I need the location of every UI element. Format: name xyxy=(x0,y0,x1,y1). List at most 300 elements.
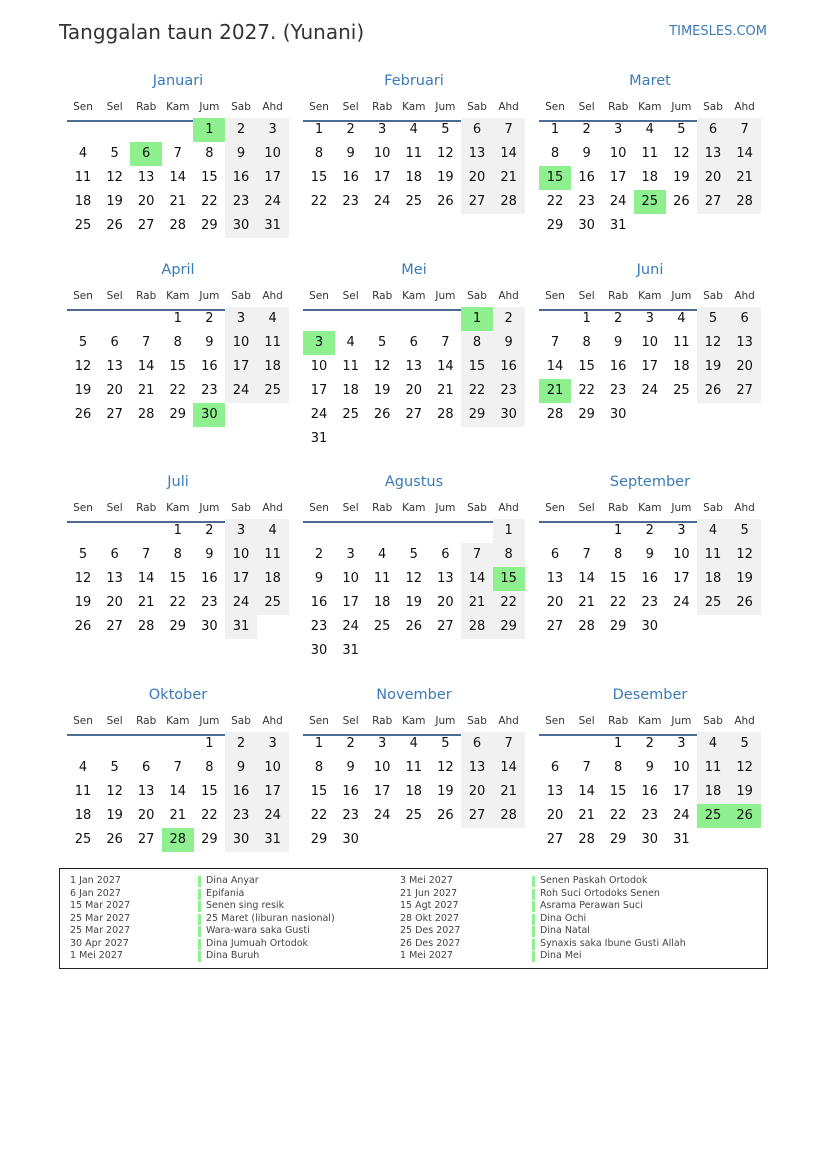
legend-date: 25 Des 2027 xyxy=(400,925,461,936)
day-cell: 24 xyxy=(609,194,627,209)
holiday-day-cell: 1 xyxy=(461,307,493,331)
day-cell: 28 xyxy=(137,407,155,422)
day-cell: 22 xyxy=(493,591,525,615)
day-cell: 23 xyxy=(342,194,359,209)
weekday-header: Sen xyxy=(309,101,329,113)
legend-holiday-name: Wara-wara saka Gusti xyxy=(206,925,310,936)
day-cell: 9 xyxy=(225,756,257,780)
day-cell: 28 xyxy=(137,619,155,634)
weekday-header: Sen xyxy=(73,290,93,302)
legend-holiday-name: Dina Anyar xyxy=(206,875,259,886)
day-cell: 10 xyxy=(373,760,391,775)
day-cell: 12 xyxy=(74,359,92,374)
day-cell: 15 xyxy=(461,355,493,379)
weekday-header: Rab xyxy=(372,715,393,727)
day-cell: 9 xyxy=(205,547,214,562)
weekday-header: Rab xyxy=(372,101,393,113)
day-cell: 7 xyxy=(142,547,151,562)
day-cell: 29 xyxy=(310,832,328,847)
weekday-header: Jum xyxy=(671,502,692,514)
day-cell: 3 xyxy=(378,122,387,137)
day-cell: 26 xyxy=(74,619,92,634)
legend-holiday-name: Dina Ochi xyxy=(540,912,587,924)
legend-marker xyxy=(532,926,535,937)
day-cell: 9 xyxy=(582,146,591,161)
day-cell: 25 xyxy=(342,407,359,422)
day-cell: 11 xyxy=(405,760,423,775)
day-cell: 29 xyxy=(169,407,187,422)
day-cell: 16 xyxy=(493,355,525,379)
day-cell: 13 xyxy=(106,571,123,586)
month-title: November xyxy=(376,687,452,703)
weekday-header: Sel xyxy=(342,502,359,514)
day-cell: 17 xyxy=(373,784,391,799)
month-title: Agustus xyxy=(384,474,444,490)
day-cell: 22 xyxy=(546,194,564,209)
month-title: Oktober xyxy=(148,687,208,703)
day-cell: 10 xyxy=(673,547,690,562)
holiday-day-cell: 6 xyxy=(130,142,162,166)
day-cell: 17 xyxy=(225,567,257,591)
day-cell: 24 xyxy=(225,379,257,403)
day-cell: 14 xyxy=(729,142,761,166)
day-cell: 19 xyxy=(74,383,92,398)
day-cell: 4 xyxy=(409,122,418,137)
legend-date: 1 Mei 2027 xyxy=(70,950,123,961)
weekday-header: Rab xyxy=(608,101,629,113)
legend-date: 25 Mar 2027 xyxy=(70,912,131,924)
day-cell: 17 xyxy=(609,170,627,185)
day-cell: 11 xyxy=(673,335,690,350)
day-cell: 5 xyxy=(78,547,88,562)
weekday-header: Ahd xyxy=(262,290,283,302)
day-cell: 11 xyxy=(697,543,729,567)
day-cell: 22 xyxy=(609,808,627,823)
day-cell: 21 xyxy=(137,595,155,610)
day-cell: 26 xyxy=(697,379,729,403)
day-cell: 6 xyxy=(729,307,761,331)
day-cell: 12 xyxy=(437,146,454,161)
weekday-header: Kam xyxy=(402,502,426,514)
weekday-header: Sab xyxy=(231,502,251,514)
day-cell: 10 xyxy=(609,146,627,161)
day-cell: 10 xyxy=(342,571,359,586)
day-cell: 26 xyxy=(437,194,454,209)
day-cell: 8 xyxy=(205,760,214,775)
day-cell: 16 xyxy=(201,359,218,374)
weekday-header: Sen xyxy=(73,101,93,113)
day-cell: 3 xyxy=(614,122,623,137)
month-title: Juli xyxy=(167,474,189,490)
weekday-header: Jum xyxy=(199,502,220,514)
day-cell: 18 xyxy=(373,595,391,610)
day-cell: 13 xyxy=(437,571,454,586)
day-cell: 25 xyxy=(697,591,729,615)
day-cell: 22 xyxy=(169,595,187,610)
day-cell: 8 xyxy=(314,760,324,775)
legend-holiday-name: Roh Suci Ortodoks Senen xyxy=(540,887,660,899)
weekday-header: Sel xyxy=(578,715,595,727)
day-cell: 5 xyxy=(677,122,686,137)
day-cell: 6 xyxy=(697,118,729,142)
day-cell: 26 xyxy=(106,832,123,847)
day-cell: 17 xyxy=(225,355,257,379)
day-cell: 3 xyxy=(378,736,387,751)
day-cell: 19 xyxy=(106,808,123,823)
day-cell: 31 xyxy=(609,218,627,233)
day-cell: 29 xyxy=(201,218,218,233)
weekday-header: Sel xyxy=(578,290,595,302)
day-cell: 27 xyxy=(106,619,123,634)
day-cell: 24 xyxy=(673,595,690,610)
day-cell: 29 xyxy=(578,407,595,422)
weekday-header: Sen xyxy=(545,502,565,514)
day-cell: 26 xyxy=(106,218,123,233)
weekday-header: Kam xyxy=(402,290,426,302)
weekday-header: Ahd xyxy=(498,715,519,727)
day-cell: 11 xyxy=(257,543,289,567)
day-cell: 20 xyxy=(697,166,729,190)
weekday-header: Sab xyxy=(467,290,487,302)
page-title: Tanggalan taun 2027. (Yunani) xyxy=(59,20,365,44)
day-cell: 19 xyxy=(437,784,454,799)
day-cell: 7 xyxy=(582,547,591,562)
day-cell: 19 xyxy=(74,595,92,610)
weekday-header: Ahd xyxy=(734,290,755,302)
day-cell: 10 xyxy=(257,142,289,166)
day-cell: 6 xyxy=(142,760,151,775)
day-cell: 24 xyxy=(373,194,391,209)
day-cell: 18 xyxy=(74,194,92,209)
legend-holiday-name: Dina Natal xyxy=(540,925,590,936)
day-cell: 16 xyxy=(641,571,659,586)
weekday-header: Sel xyxy=(342,290,359,302)
weekday-header: Jum xyxy=(199,290,220,302)
weekday-header: Sen xyxy=(73,502,93,514)
day-cell: 9 xyxy=(645,547,654,562)
month-title: Juni xyxy=(636,262,664,278)
weekday-header: Sab xyxy=(703,502,723,514)
weekday-header: Sel xyxy=(578,502,595,514)
day-cell: 25 xyxy=(373,619,391,634)
day-cell: 5 xyxy=(441,122,450,137)
holiday-day-cell: 21 xyxy=(539,379,571,403)
day-cell: 11 xyxy=(641,146,659,161)
day-cell: 3 xyxy=(225,519,257,543)
day-cell: 23 xyxy=(225,190,257,214)
weekday-header: Sel xyxy=(106,101,123,113)
day-cell: 24 xyxy=(257,190,289,214)
day-cell: 20 xyxy=(461,166,493,190)
day-cell: 14 xyxy=(169,170,187,185)
day-cell: 29 xyxy=(609,832,627,847)
day-cell: 22 xyxy=(310,808,328,823)
day-cell: 12 xyxy=(697,331,729,355)
holiday-day-cell: 25 xyxy=(634,190,666,214)
weekday-header: Sel xyxy=(106,290,123,302)
day-cell: 28 xyxy=(493,804,525,828)
day-cell: 17 xyxy=(673,571,690,586)
weekday-header: Rab xyxy=(136,502,157,514)
day-cell: 11 xyxy=(74,784,92,799)
day-cell: 19 xyxy=(697,355,729,379)
day-cell: 28 xyxy=(578,832,595,847)
day-cell: 6 xyxy=(461,732,493,756)
day-cell: 31 xyxy=(257,828,289,852)
weekday-header: Sab xyxy=(467,101,487,113)
day-cell: 12 xyxy=(405,571,423,586)
weekday-header: Ahd xyxy=(734,502,755,514)
weekday-header: Sab xyxy=(231,715,251,727)
day-cell: 11 xyxy=(373,571,391,586)
day-cell: 13 xyxy=(546,784,564,799)
day-cell: 1 xyxy=(314,122,324,137)
day-cell: 6 xyxy=(550,547,560,562)
day-cell: 2 xyxy=(314,547,324,562)
legend-holiday-name: 25 Maret (liburan nasional) xyxy=(206,912,335,924)
day-cell: 27 xyxy=(697,190,729,214)
day-cell: 20 xyxy=(405,383,423,398)
day-cell: 18 xyxy=(641,170,659,185)
day-cell: 27 xyxy=(137,832,155,847)
weekday-header: Ahd xyxy=(734,101,755,113)
day-cell: 2 xyxy=(205,523,214,538)
day-cell: 28 xyxy=(729,190,761,214)
day-cell: 6 xyxy=(461,118,493,142)
day-cell: 12 xyxy=(373,359,391,374)
day-cell: 25 xyxy=(673,383,690,398)
day-cell: 2 xyxy=(225,118,257,142)
day-cell: 10 xyxy=(310,359,328,374)
day-cell: 26 xyxy=(373,407,391,422)
legend-holiday-name: Dina Buruh xyxy=(206,950,260,961)
day-cell: 8 xyxy=(314,146,324,161)
day-cell: 21 xyxy=(729,166,761,190)
day-cell: 30 xyxy=(493,403,525,427)
day-cell: 30 xyxy=(201,619,218,634)
day-cell: 27 xyxy=(546,832,564,847)
day-cell: 12 xyxy=(729,756,761,780)
weekday-header: Kam xyxy=(638,715,662,727)
legend-marker xyxy=(532,939,535,950)
legend-holiday-name: Dina Mei xyxy=(540,950,582,961)
day-cell: 31 xyxy=(342,643,359,658)
day-cell: 26 xyxy=(729,591,761,615)
day-cell: 5 xyxy=(441,736,450,751)
day-cell: 24 xyxy=(225,591,257,615)
legend-holiday-name: Asrama Perawan Suci xyxy=(540,900,643,911)
month-title: Maret xyxy=(629,73,671,89)
day-cell: 20 xyxy=(437,595,454,610)
weekday-header: Ahd xyxy=(498,502,519,514)
day-cell: 13 xyxy=(106,359,123,374)
day-cell: 5 xyxy=(110,146,119,161)
day-cell: 8 xyxy=(173,547,182,562)
day-cell: 15 xyxy=(609,571,627,586)
day-cell: 3 xyxy=(677,523,686,538)
day-cell: 23 xyxy=(609,383,627,398)
day-cell: 9 xyxy=(314,571,324,586)
day-cell: 10 xyxy=(225,543,257,567)
day-cell: 20 xyxy=(137,808,155,823)
day-cell: 15 xyxy=(201,170,218,185)
legend-date: 6 Jan 2027 xyxy=(70,887,121,899)
day-cell: 3 xyxy=(677,736,686,751)
day-cell: 23 xyxy=(310,619,328,634)
day-cell: 23 xyxy=(225,804,257,828)
day-cell: 22 xyxy=(310,194,328,209)
day-cell: 11 xyxy=(257,331,289,355)
day-cell: 30 xyxy=(342,832,359,847)
day-cell: 1 xyxy=(493,519,525,543)
day-cell: 27 xyxy=(461,190,493,214)
month-title: Januari xyxy=(152,73,204,89)
day-cell: 2 xyxy=(346,122,355,137)
legend-date: 30 Apr 2027 xyxy=(70,937,129,949)
day-cell: 1 xyxy=(173,311,182,326)
day-cell: 20 xyxy=(546,808,564,823)
day-cell: 29 xyxy=(546,218,564,233)
day-cell: 20 xyxy=(106,383,123,398)
day-cell: 5 xyxy=(78,335,88,350)
day-cell: 14 xyxy=(137,571,155,586)
day-cell: 12 xyxy=(74,571,92,586)
day-cell: 23 xyxy=(641,808,659,823)
legend-marker xyxy=(198,951,201,962)
legend-marker xyxy=(532,951,535,962)
day-cell: 23 xyxy=(201,383,218,398)
day-cell: 14 xyxy=(578,784,595,799)
brand-link[interactable]: TIMESLES.COM xyxy=(669,24,767,39)
day-cell: 26 xyxy=(673,194,690,209)
weekday-header: Sab xyxy=(231,101,251,113)
day-cell: 14 xyxy=(137,359,155,374)
day-cell: 4 xyxy=(697,519,729,543)
day-cell: 9 xyxy=(346,760,355,775)
day-cell: 22 xyxy=(201,194,218,209)
day-cell: 2 xyxy=(645,736,654,751)
day-cell: 19 xyxy=(106,194,123,209)
month-title: September xyxy=(609,474,691,490)
day-cell: 9 xyxy=(346,146,355,161)
day-cell: 10 xyxy=(257,756,289,780)
weekday-header: Sel xyxy=(342,715,359,727)
day-cell: 12 xyxy=(106,170,123,185)
day-cell: 29 xyxy=(169,619,187,634)
day-cell: 5 xyxy=(697,307,729,331)
holiday-day-cell: 1 xyxy=(193,118,225,142)
day-cell: 29 xyxy=(461,403,493,427)
day-cell: 23 xyxy=(578,194,595,209)
day-cell: 7 xyxy=(729,118,761,142)
legend-holiday-name: Epifania xyxy=(206,887,245,899)
holiday-legend xyxy=(59,868,768,969)
day-cell: 24 xyxy=(641,383,659,398)
day-cell: 2 xyxy=(645,523,654,538)
day-cell: 27 xyxy=(461,804,493,828)
day-cell: 19 xyxy=(729,567,761,591)
day-cell: 10 xyxy=(373,146,391,161)
weekday-header: Rab xyxy=(372,290,393,302)
day-cell: 25 xyxy=(257,591,289,615)
day-cell: 1 xyxy=(314,736,324,751)
day-cell: 16 xyxy=(641,784,659,799)
day-cell: 4 xyxy=(645,122,654,137)
weekday-header: Rab xyxy=(136,715,157,727)
weekday-header: Rab xyxy=(136,290,157,302)
day-cell: 18 xyxy=(405,784,423,799)
day-cell: 21 xyxy=(169,194,187,209)
weekday-header: Ahd xyxy=(262,502,283,514)
legend-holiday-name: Synaxis saka Ibune Gusti Allah xyxy=(540,937,686,949)
day-cell: 30 xyxy=(609,407,627,422)
legend-date: 3 Mei 2027 xyxy=(400,875,453,886)
legend-date: 1 Mei 2027 xyxy=(400,950,453,961)
day-cell: 22 xyxy=(201,808,218,823)
day-cell: 29 xyxy=(609,619,627,634)
day-cell: 17 xyxy=(673,784,690,799)
day-cell: 30 xyxy=(225,214,257,238)
month-title: Mei xyxy=(401,262,427,278)
day-cell: 5 xyxy=(729,519,761,543)
day-cell: 17 xyxy=(257,780,289,804)
legend-marker xyxy=(198,901,201,912)
holiday-day-cell: 15 xyxy=(493,567,525,591)
day-cell: 1 xyxy=(550,122,560,137)
day-cell: 26 xyxy=(74,407,92,422)
day-cell: 23 xyxy=(201,595,218,610)
day-cell: 4 xyxy=(677,311,686,326)
weekday-header: Jum xyxy=(199,101,220,113)
day-cell: 10 xyxy=(225,331,257,355)
day-cell: 14 xyxy=(461,567,493,591)
day-cell: 17 xyxy=(641,359,659,374)
day-cell: 26 xyxy=(437,808,454,823)
day-cell: 13 xyxy=(137,170,155,185)
weekday-header: Ahd xyxy=(734,715,755,727)
day-cell: 29 xyxy=(493,615,525,639)
day-cell: 15 xyxy=(609,784,627,799)
day-cell: 3 xyxy=(257,732,289,756)
day-cell: 19 xyxy=(437,170,454,185)
weekday-header: Rab xyxy=(372,502,393,514)
legend-marker xyxy=(532,889,535,900)
weekday-header: Rab xyxy=(608,502,629,514)
weekday-header: Jum xyxy=(435,290,456,302)
day-cell: 22 xyxy=(461,379,493,403)
day-cell: 23 xyxy=(493,379,525,403)
holiday-day-cell: 26 xyxy=(729,804,761,828)
weekday-header: Sel xyxy=(106,715,123,727)
day-cell: 11 xyxy=(342,359,359,374)
weekday-header: Sab xyxy=(231,290,251,302)
day-cell: 17 xyxy=(310,383,328,398)
day-cell: 1 xyxy=(582,311,591,326)
weekday-header: Rab xyxy=(608,290,629,302)
day-cell: 30 xyxy=(641,619,659,634)
day-cell: 25 xyxy=(257,379,289,403)
legend-date: 1 Jan 2027 xyxy=(70,875,121,886)
day-cell: 6 xyxy=(110,335,119,350)
day-cell: 14 xyxy=(493,756,525,780)
day-cell: 4 xyxy=(346,335,355,350)
day-cell: 18 xyxy=(257,567,289,591)
day-cell: 16 xyxy=(609,359,627,374)
day-cell: 31 xyxy=(310,431,328,446)
day-cell: 9 xyxy=(614,335,623,350)
day-cell: 8 xyxy=(173,335,182,350)
day-cell: 7 xyxy=(493,732,525,756)
